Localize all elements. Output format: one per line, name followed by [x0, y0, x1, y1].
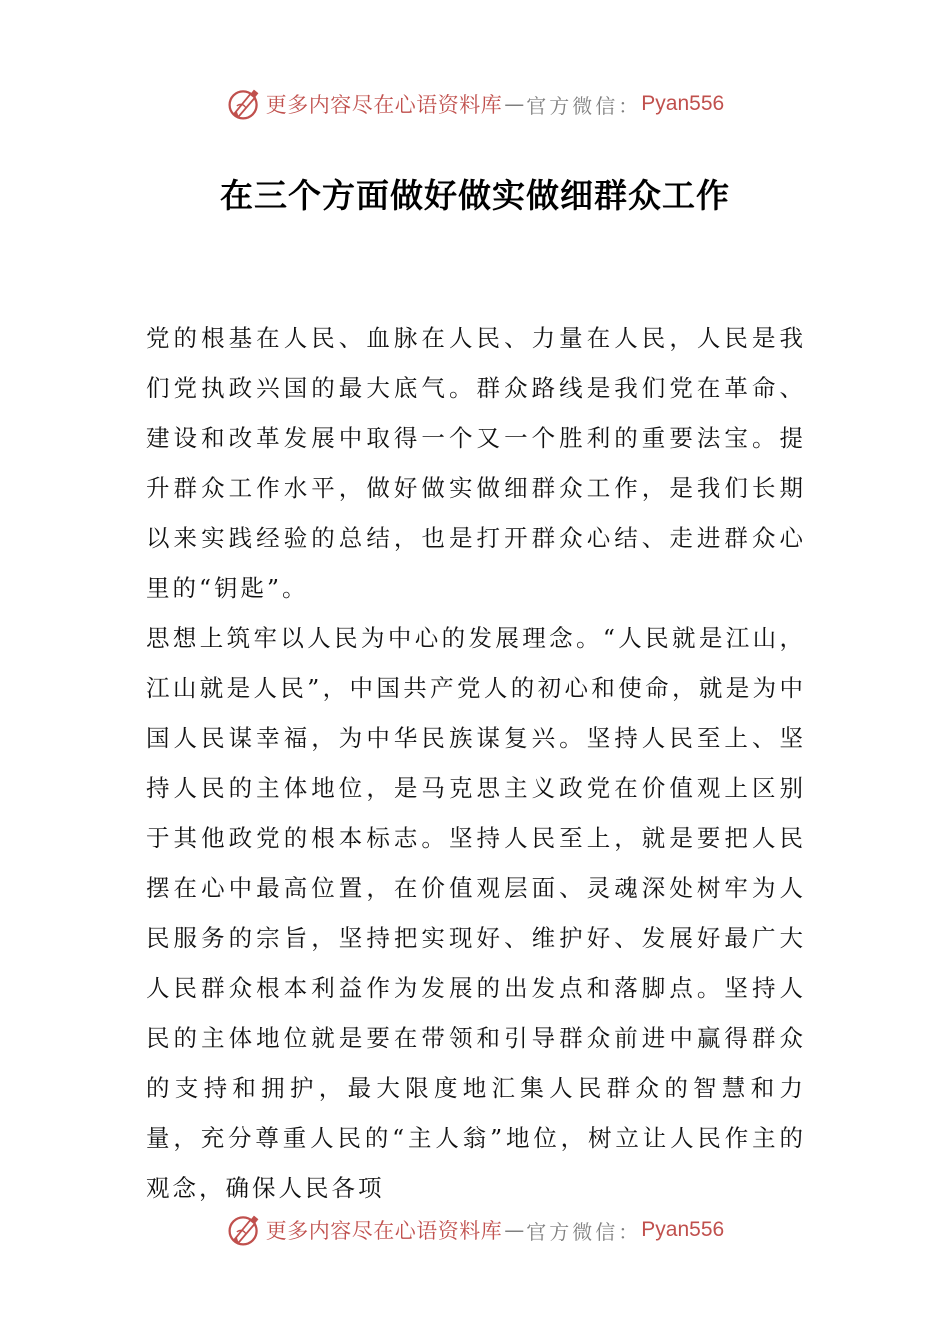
- header-brand-text: 更多内容尽在心语资料库: [265, 93, 503, 117]
- footer-wechat-label: 官方微信：: [526, 1219, 642, 1244]
- header-wechat-id: Pyan556: [641, 92, 725, 115]
- paragraph: 党的根基在人民、血脉在人民、力量在人民，人民是我们党执政兴国的最大底气。群众路线是我们党在革命、建设和改革发展中取得一个又一个胜利的重要法宝。提升群众工作水平，做好做实做细群众工作，是我们长期以来实践经验的总结，也是打开群众心结、走进群众心里的“钥匙”。: [146, 324, 806, 602]
- header-wechat-label: 官方微信：: [526, 93, 642, 118]
- footer-separator: —: [504, 1218, 525, 1242]
- header-banner: [0, 84, 950, 124]
- paragraph: 思想上筑牢以人民为中心的发展理念。“人民就是江山，江山就是人民”，中国共产党人的初心和使命，就是为中国人民谋幸福，为中华民族谋复兴。坚持人民至上、坚持人民的主体地位，是马克思主义政党在价值观上区别于其他政党的根本标志。坚持人民至上，就是要把人民摆在心中最高位置，在价值观层面、灵魂深处树牢为人民服务的宗旨，坚持把实现好、维护好、发展好最广大人民群众根本利益作为发展的出发点和落脚点。坚持人民的主体地位就是要在带领和引导群众前进中赢得群众的支持和拥护，最大限度地汇集人民群众的智慧和力量，充分尊重人民的“主人翁”地位，树立让人民作主的观念，确保人民各项: [146, 624, 806, 1202]
- footer-wechat-id: Pyan556: [641, 1218, 725, 1241]
- document-title: 在三个方面做好做实做细群众工作: [220, 176, 730, 215]
- pen-logo-icon: [226, 86, 262, 122]
- pen-logo-icon: [226, 1212, 262, 1248]
- document-body: [146, 313, 806, 1213]
- footer-brand-text: 更多内容尽在心语资料库: [265, 1219, 503, 1243]
- header-separator: —: [504, 92, 525, 116]
- footer-banner: [0, 1210, 950, 1250]
